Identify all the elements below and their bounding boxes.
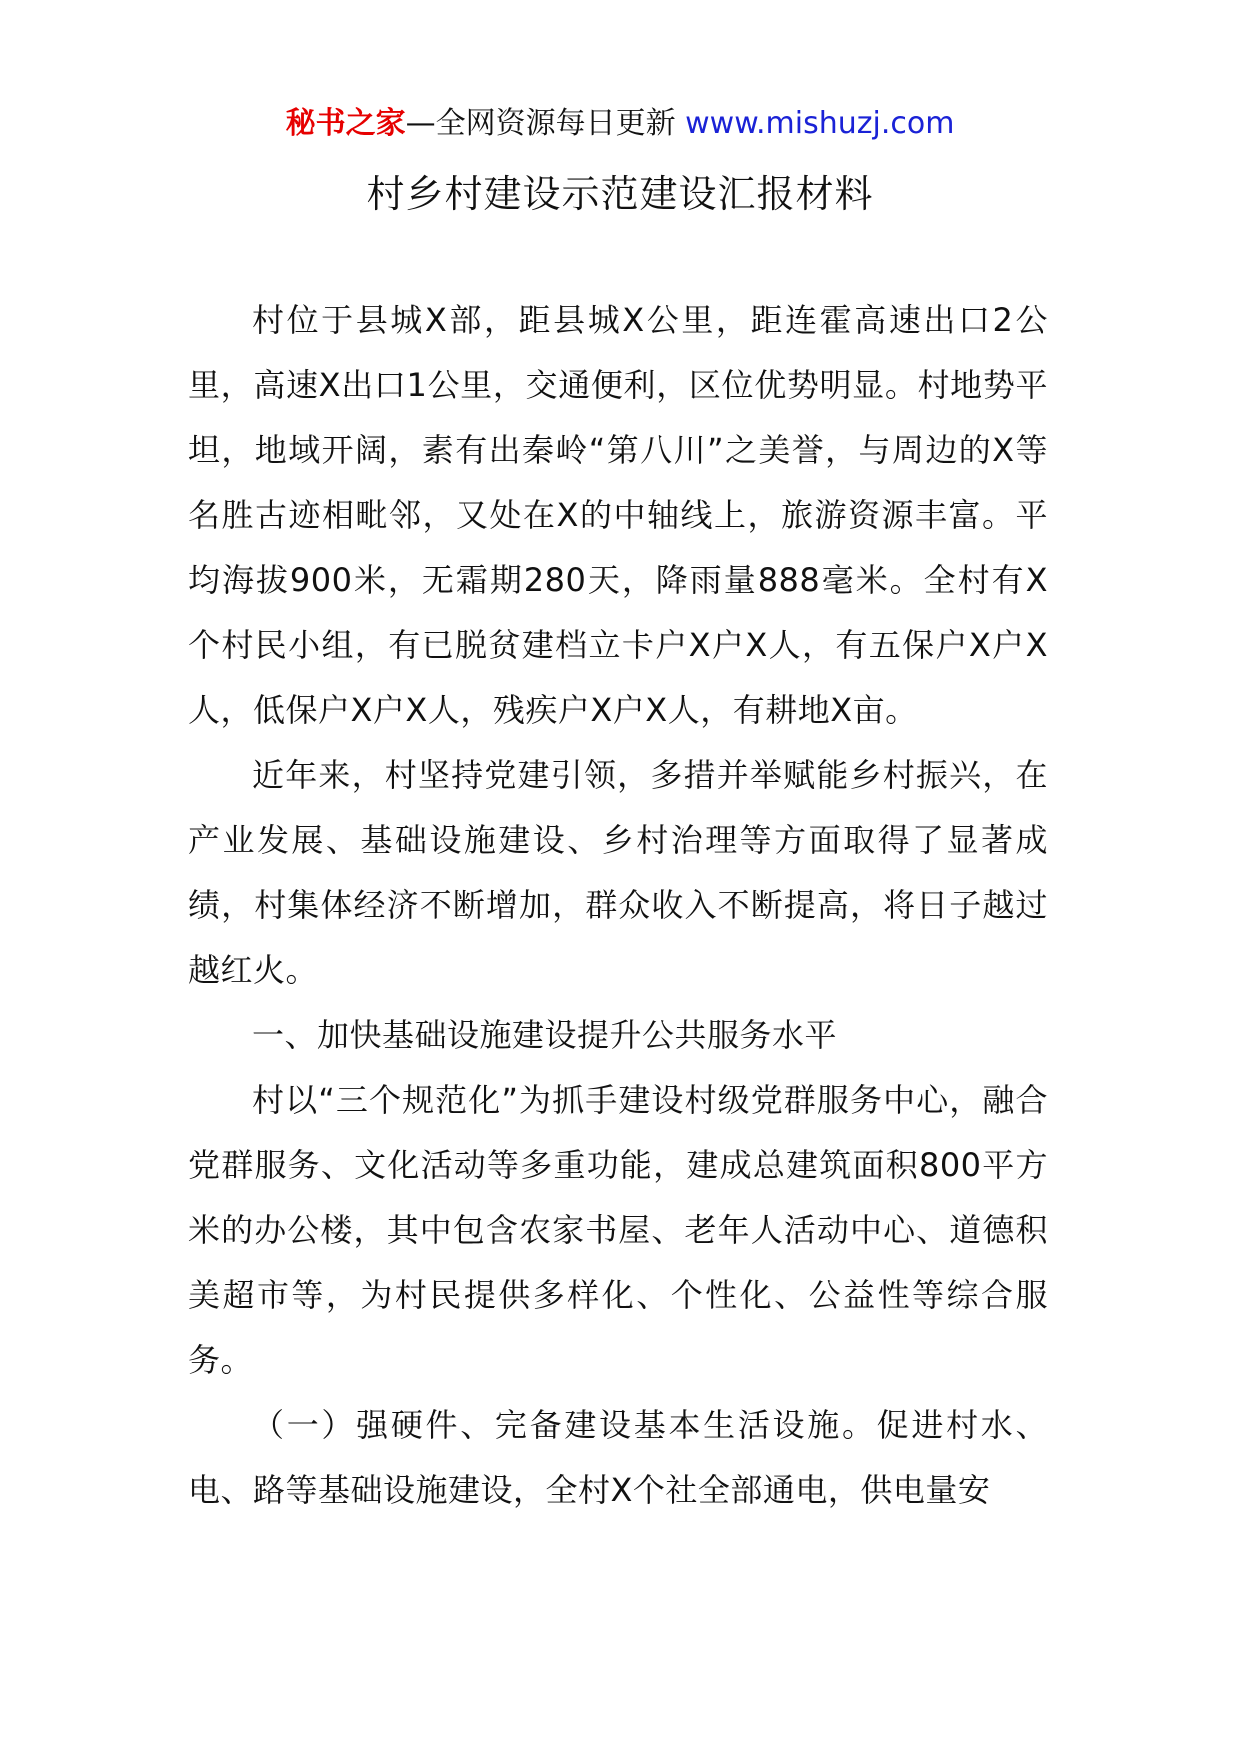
site-tagline: —全网资源每日更新	[405, 106, 686, 141]
paragraph-recent-achievements: 近年来，村坚持党建引领，多措并举赋能乡村振兴，在产业发展、基础设施建设、乡村治理等方面取得了显著成绩，村集体经济不断增加，群众收入不断提高，将日子越过越红火。	[188, 756, 1048, 989]
site-brand: 秘书之家	[285, 106, 406, 141]
paragraph-village-overview: 村位于县城X部，距县城X公里，距连霍高速出口2公里，高速X出口1公里，交通便利，区位优势明显。村地势平坦，地域开阔，素有出秦岭“第八川”之美誉，与周边的X等名胜古迹相毗邻，又处在X的中轴线上，旅游资源丰富。平均海拔900米，无霜期280天，降雨量888毫米。全村有X个村民小组，有已脱贫建档立卡户X户X人，有五保户X户X人，低保户X户X人，残疾户X户X人，有耕地X亩。	[188, 301, 1048, 729]
document-body	[188, 288, 1048, 1523]
document-title: 村乡村建设示范建设汇报材料	[366, 172, 874, 216]
paragraph-service-center: 村以“三个规范化”为抓手建设村级党群服务中心，融合党群服务、文化活动等多重功能，建成总建筑面积800平方米的办公楼，其中包含农家书屋、老年人活动中心、道德积美超市等，为村民提供多样化、个性化、公益性等综合服务。	[188, 1081, 1048, 1379]
site-url-link[interactable]: www.mishuzj.com	[685, 106, 955, 141]
site-header	[0, 88, 1240, 160]
paragraph-subsection-hardware: （一）强硬件、完备建设基本生活设施。促进村水、电、路等基础设施建设，全村X个社全部通电，供电量安	[188, 1406, 1048, 1509]
section-heading-infrastructure: 一、加快基础设施建设提升公共服务水平	[252, 1016, 838, 1054]
